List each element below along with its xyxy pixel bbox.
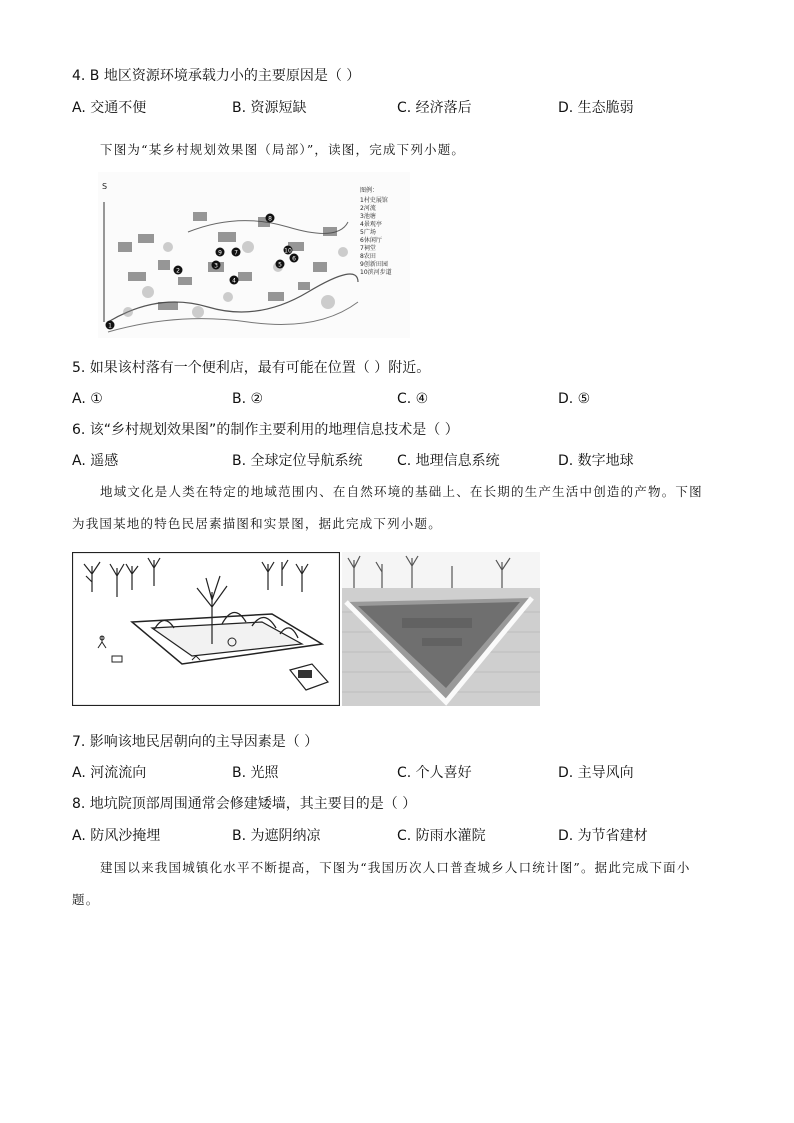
q4-options (72, 98, 732, 118)
q4-option-b: B. 资源短缺 (232, 100, 307, 116)
q4-stem: 4. B 地区资源环境承载力小的主要原因是（ ） (72, 68, 361, 84)
q6-option-d: D. 数字地球 (558, 453, 634, 469)
q7-option-c: C. 个人喜好 (397, 765, 472, 781)
intro-regional-culture (72, 476, 722, 508)
q6-option-c: C. 地理信息系统 (397, 453, 500, 469)
intro-regional-culture-line-2: 为我国某地的特色民居素描图和实景图，据此完成下列小题。 (72, 516, 442, 531)
q5-option-b: B. ② (232, 391, 264, 407)
map-legend-item-4: 4景观亭 (360, 221, 382, 228)
north-label: S (102, 182, 108, 191)
map-marker-10: 10 (284, 247, 292, 255)
q5-stem: 5. 如果该村落有一个便利店，最有可能在位置（ ）附近。 (72, 360, 431, 376)
map-legend-item-10: 10滨河步道 (360, 269, 392, 276)
q6-stem: 6. 该“乡村规划效果图”的制作主要利用的地理信息技术是（ ） (72, 422, 459, 438)
q7-option-a: A. 河流流向 (72, 765, 147, 781)
map-legend-item-3: 3池塘 (360, 213, 376, 220)
q6-options (72, 451, 732, 471)
intro-regional-culture-cont (72, 508, 722, 540)
intro-urbanization-line-2: 题。 (72, 892, 100, 907)
village-plan-figure (98, 172, 410, 338)
q4-option-a: A. 交通不便 (72, 100, 147, 116)
q7-options (72, 763, 732, 783)
dwelling-photo-figure (342, 552, 540, 706)
map-marker-2: 2 (176, 267, 180, 275)
q8-option-d: D. 为节省建材 (558, 828, 648, 844)
intro-regional-culture-line-1: 地域文化是人类在特定的地域范围内、在自然环境的基础上、在长期的生产生活中创造的产物。下图 (100, 484, 703, 499)
intro-urbanization-line-1: 建国以来我国城镇化水平不断提高，下图为“我国历次人口普查城乡人口统计图”。据此完成下面小 (100, 860, 691, 875)
q5-option-a: A. ① (72, 391, 103, 407)
map-marker-5: 5 (278, 261, 282, 269)
q7-option-b: B. 光照 (232, 765, 279, 781)
map-marker-3: 3 (214, 262, 218, 270)
q8-option-c: C. 防雨水灌院 (397, 828, 486, 844)
q5-option-d: D. ⑤ (558, 391, 591, 407)
q5-option-c: C. ④ (397, 391, 429, 407)
q8-options (72, 826, 732, 846)
village-plan-map (98, 172, 410, 338)
q7-option-d: D. 主导风向 (558, 765, 634, 781)
q4-option-c: C. 经济落后 (397, 100, 472, 116)
intro-village-plan: 下图为“某乡村规划效果图（局部）”，读图，完成下列小题。 (100, 142, 466, 157)
intro-urbanization (72, 852, 722, 884)
map-marker-6: 6 (292, 255, 296, 263)
intro-urbanization-cont (72, 884, 722, 916)
q5-options (72, 389, 732, 409)
map-legend-title: 图例： (360, 187, 379, 194)
map-legend-item-8: 8农田 (360, 253, 376, 260)
map-marker-9: 9 (218, 249, 222, 257)
map-marker-8: 8 (268, 215, 272, 223)
map-marker-1: 1 (108, 322, 112, 330)
q6-option-b: B. 全球定位导航系统 (232, 453, 363, 469)
map-legend-item-6: 6休闲厅 (360, 237, 382, 244)
q6-option-a: A. 遥感 (72, 453, 119, 469)
map-marker-4: 4 (232, 277, 236, 285)
dwelling-sketch (72, 552, 340, 706)
map-legend-item-2: 2河流 (360, 205, 376, 212)
map-legend-item-5: 5广场 (360, 229, 376, 236)
q8-option-b: B. 为遮阴纳凉 (232, 828, 321, 844)
q7-stem: 7. 影响该地民居朝向的主导因素是（ ） (72, 734, 319, 750)
map-legend-item-1: 1村史展馆 (360, 197, 388, 204)
q8-stem: 8. 地坑院顶部周围通常会修建矮墙，其主要目的是（ ） (72, 796, 417, 812)
q4-option-d: D. 生态脆弱 (558, 100, 634, 116)
map-legend-item-9: 9创新田园 (360, 261, 388, 268)
map-legend-item-7: 7祠堂 (360, 245, 376, 252)
map-marker-7: 7 (234, 249, 238, 257)
dwelling-sketch-figure (72, 552, 340, 706)
q8-option-a: A. 防风沙掩埋 (72, 828, 161, 844)
dwelling-photo (342, 552, 540, 706)
